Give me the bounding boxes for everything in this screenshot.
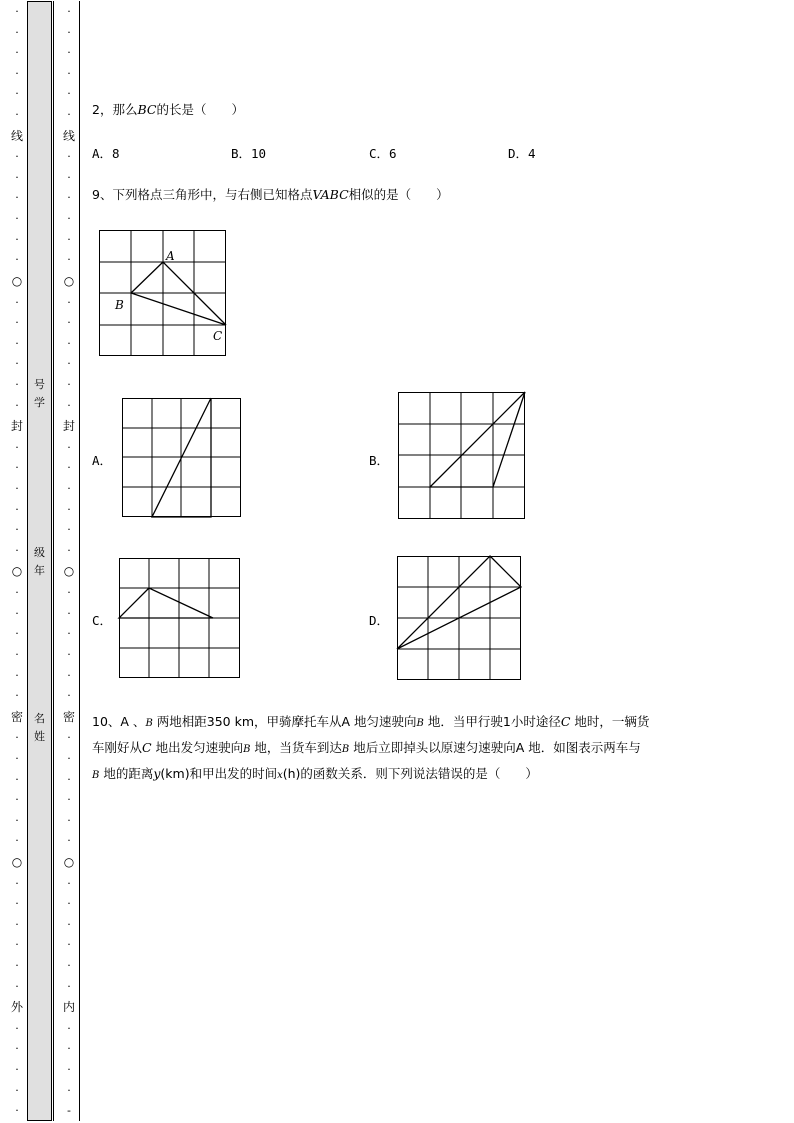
question10-line3: B 地的距离y(km)和甲出发的时间x(h)的函数关系．则下列说法错误的是（ ） — [92, 766, 538, 781]
inner-glyph: · — [67, 689, 71, 703]
q8-option-d: D．4 — [508, 146, 536, 161]
outer-glyph: · — [15, 1083, 19, 1097]
outer-glyph: · — [15, 543, 19, 557]
inner-glyph: 线 — [62, 128, 75, 143]
outer-glyph: · — [15, 938, 19, 952]
q9-option-c-figure — [119, 558, 240, 678]
outer-glyph: · — [15, 377, 19, 391]
outer-glyph: · — [15, 1021, 19, 1035]
inner-glyph: · — [67, 150, 71, 164]
inner-glyph: · — [67, 793, 71, 807]
q8-option-a: A．8 — [92, 146, 120, 161]
inner-glyph: · — [67, 1021, 71, 1035]
outer-glyph: · — [15, 170, 19, 184]
inner-glyph: · — [67, 25, 71, 39]
inner-glyph: · — [67, 897, 71, 911]
inner-glyph: · — [67, 938, 71, 952]
outer-glyph: 线 — [10, 128, 23, 143]
outer-glyph: · — [15, 191, 19, 205]
outer-glyph: ○ — [11, 564, 23, 579]
q9-option-c-label: C． — [92, 613, 113, 628]
inner-glyph: · — [67, 1063, 71, 1077]
inner-glyph: · — [67, 5, 71, 18]
outer-glyph: · — [15, 5, 19, 18]
question9-stem: 9、下列格点三角形中，与右侧已知格点VABC相似的是（ ） — [92, 187, 449, 202]
outer-glyph: · — [15, 502, 19, 516]
outer-glyph: · — [15, 731, 19, 745]
outer-glyph: · — [15, 523, 19, 537]
inner-glyph: · — [67, 1083, 71, 1097]
outer-glyph: · — [15, 295, 19, 309]
inner-glyph: ○ — [63, 273, 75, 288]
inner-glyph: · — [67, 461, 71, 475]
vertex-a-label: A — [166, 249, 175, 263]
outer-glyph: · — [15, 1104, 19, 1118]
inner-glyph: · — [67, 731, 71, 745]
q9-option-a-label: A． — [92, 453, 113, 468]
q8-option-b: B．10 — [231, 146, 267, 161]
outer-glyph: · — [15, 668, 19, 682]
outer-glyph: · — [15, 66, 19, 80]
inner-glyph: · — [67, 191, 71, 205]
outer-glyph: · — [15, 398, 19, 412]
inner-glyph: · — [67, 232, 71, 246]
inner-glyph: · — [67, 253, 71, 267]
inner-glyph: · — [67, 606, 71, 620]
q9-option-b-label: B． — [369, 453, 390, 468]
outer-glyph: · — [15, 357, 19, 371]
inner-glyph: · — [67, 813, 71, 827]
inner-glyph: · — [67, 834, 71, 848]
outer-glyph: 密 — [10, 709, 23, 724]
q9-option-d-label: D． — [369, 613, 390, 628]
inner-glyph: · — [67, 316, 71, 330]
outer-glyph: ○ — [11, 273, 23, 288]
outer-margin-column — [9, 0, 25, 1123]
question10-line2: 车刚好从C 地出发匀速驶向B 地，当货车到达B 地后立即掉头以原速匀速驶向A 地．如图表示两车与 — [92, 740, 641, 755]
margin-rule-inner — [53, 1, 54, 1121]
inner-glyph: · — [67, 502, 71, 516]
class-label: 级 年 — [34, 546, 45, 577]
outer-glyph: · — [15, 150, 19, 164]
outer-glyph: 外 — [10, 1000, 23, 1015]
inner-glyph: ○ — [63, 564, 75, 579]
outer-glyph: · — [15, 586, 19, 600]
outer-glyph: · — [15, 627, 19, 641]
inner-glyph: · — [67, 917, 71, 931]
outer-glyph: · — [15, 689, 19, 703]
inner-glyph: 密 — [62, 709, 75, 724]
outer-glyph: · — [15, 482, 19, 496]
inner-glyph: · — [67, 212, 71, 226]
outer-glyph: · — [15, 253, 19, 267]
margin-rule — [79, 1, 80, 1121]
inner-glyph: · — [67, 772, 71, 786]
inner-glyph: · — [67, 586, 71, 600]
inner-glyph: · — [67, 46, 71, 60]
outer-glyph: · — [15, 793, 19, 807]
outer-glyph: · — [15, 959, 19, 973]
outer-glyph: · — [15, 772, 19, 786]
outer-glyph: · — [15, 316, 19, 330]
inner-glyph: · — [67, 543, 71, 557]
inner-glyph: · — [67, 1042, 71, 1056]
inner-glyph: 封 — [62, 419, 75, 434]
outer-glyph: · — [15, 25, 19, 39]
inner-glyph: · — [67, 108, 71, 122]
outer-glyph: · — [15, 461, 19, 475]
q9-option-a-figure — [122, 398, 241, 517]
inner-glyph: · — [67, 87, 71, 101]
outer-glyph: · — [15, 606, 19, 620]
inner-glyph: · — [67, 979, 71, 993]
inner-glyph: · — [67, 751, 71, 765]
outer-glyph: · — [15, 212, 19, 226]
question8-stem: 2，那么BC的长是（ ） — [92, 102, 244, 117]
outer-glyph: · — [15, 46, 19, 60]
reference-triangle-figure — [99, 230, 227, 357]
inner-glyph: · — [67, 66, 71, 80]
inner-glyph: · — [67, 336, 71, 350]
q9-option-b-figure — [398, 392, 525, 519]
outer-glyph: · — [15, 336, 19, 350]
outer-glyph: ○ — [11, 854, 23, 869]
inner-margin-column — [61, 0, 77, 1123]
q8-option-c: C．6 — [369, 146, 397, 161]
inner-glyph: · — [67, 440, 71, 454]
inner-glyph: · — [67, 398, 71, 412]
outer-glyph: · — [15, 917, 19, 931]
name-label: 名 姓 — [34, 712, 45, 743]
inner-glyph: · — [67, 523, 71, 537]
outer-glyph: · — [15, 108, 19, 122]
outer-glyph: · — [15, 979, 19, 993]
outer-glyph: · — [15, 440, 19, 454]
inner-glyph: · — [67, 647, 71, 661]
inner-glyph: · — [67, 170, 71, 184]
inner-glyph: - — [67, 1104, 71, 1118]
inner-glyph: · — [67, 959, 71, 973]
inner-glyph: · — [67, 295, 71, 309]
inner-glyph: · — [67, 377, 71, 391]
inner-glyph: · — [67, 876, 71, 890]
outer-glyph: 封 — [10, 419, 23, 434]
outer-glyph: · — [15, 813, 19, 827]
question10-line1: 10、A 、B 两地相距350 km，甲骑摩托车从A 地匀速驶向B 地．当甲行驶1小时途径C 地时，一辆货 — [92, 714, 650, 729]
outer-glyph: · — [15, 87, 19, 101]
inner-glyph: 内 — [62, 1000, 75, 1015]
inner-glyph: ○ — [63, 854, 75, 869]
outer-glyph: · — [15, 751, 19, 765]
outer-glyph: · — [15, 834, 19, 848]
student-number-label: 号 学 — [34, 378, 45, 409]
vertex-c-label: C — [213, 329, 223, 343]
outer-glyph: · — [15, 1042, 19, 1056]
outer-glyph: · — [15, 232, 19, 246]
outer-glyph: · — [15, 897, 19, 911]
outer-glyph: · — [15, 876, 19, 890]
outer-glyph: · — [15, 1063, 19, 1077]
inner-glyph: · — [67, 482, 71, 496]
vertex-b-label: B — [115, 298, 124, 312]
outer-glyph: · — [15, 647, 19, 661]
q9-option-d-figure — [397, 556, 521, 680]
inner-glyph: · — [67, 668, 71, 682]
inner-glyph: · — [67, 627, 71, 641]
inner-glyph: · — [67, 357, 71, 371]
